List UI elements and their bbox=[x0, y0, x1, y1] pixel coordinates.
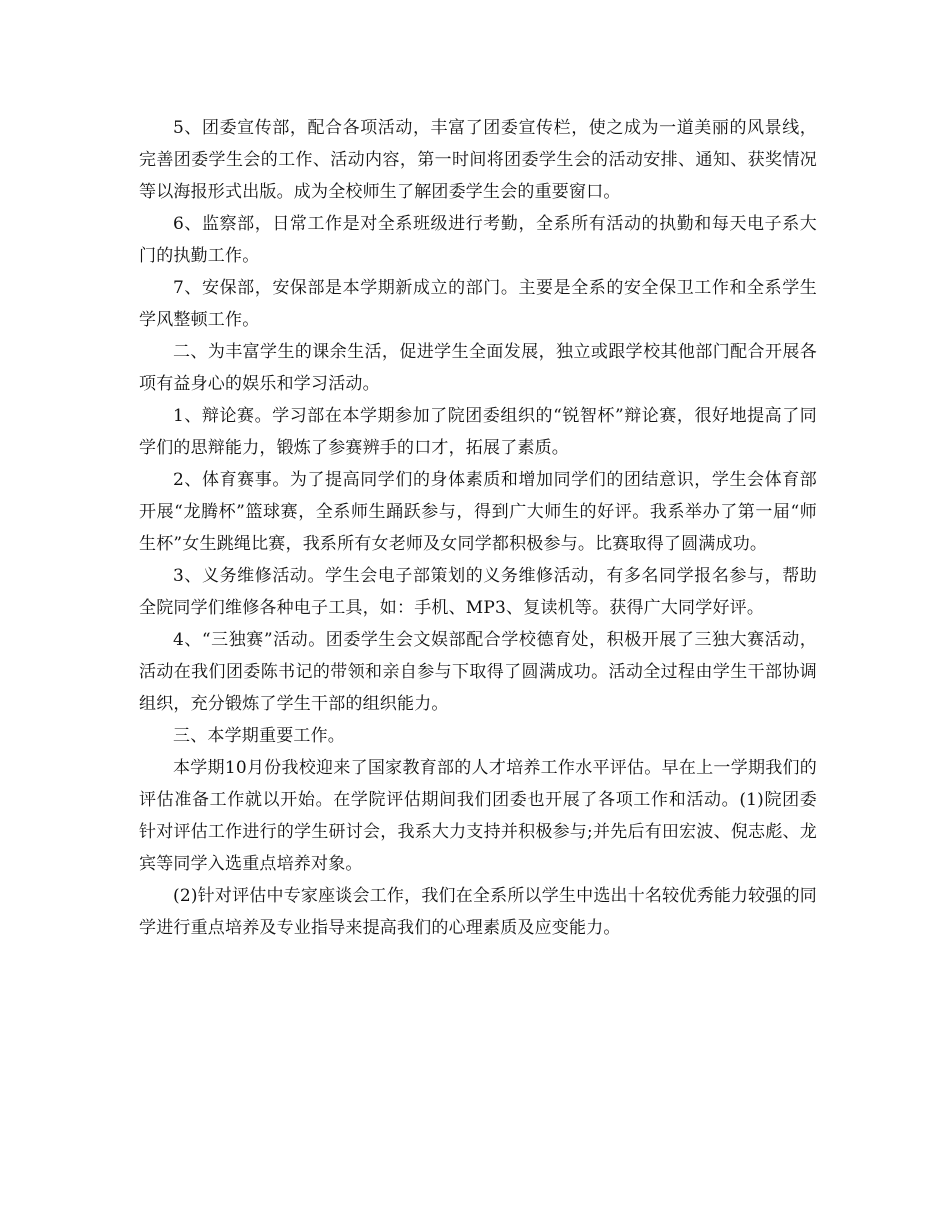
paragraph-three-solo: 4、“三独赛”活动。团委学生会文娱部配合学校德育处，积极开展了三独大赛活动，活动在我们团委陈书记的带领和亲自参与下取得了圆满成功。活动全过程由学生干部协调组织，充分锻炼了学生干部的组织能力。 bbox=[139, 630, 817, 714]
section-heading-activities: 二、为丰富学生的课余生活，促进学生全面发展，独立或跟学校其他部门配合开展各项有益身心的娱乐和学习活动。 bbox=[139, 342, 817, 394]
paragraph-expert-forum: (2)针对评估中专家座谈会工作，我们在全系所以学生中选出十名较优秀能力较强的同学进行重点培养及专业指导来提高我们的心理素质及应变能力。 bbox=[139, 886, 817, 938]
document-body bbox=[139, 112, 817, 944]
paragraph-propaganda-dept: 5、团委宣传部，配合各项活动，丰富了团委宣传栏，使之成为一道美丽的风景线，完善团委学生会的工作、活动内容，第一时间将团委学生会的活动安排、通知、获奖情况等以海报形式出版。成为全校师生了解团委学生会的重要窗口。 bbox=[139, 118, 817, 202]
paragraph-sports: 2、体育赛事。为了提高同学们的身体素质和增加同学们的团结意识，学生会体育部开展“龙腾杯”篮球赛，全系师生踊跃参与，得到广大师生的好评。我系举办了第一届“师生杯”女生跳绳比赛，我系所有女老师及女同学都积极参与。比赛取得了圆满成功。 bbox=[139, 470, 817, 554]
paragraph-repair: 3、义务维修活动。学生会电子部策划的义务维修活动，有多名同学报名参与，帮助全院同学们维修各种电子工具，如：手机、MP3、复读机等。获得广大同学好评。 bbox=[139, 566, 817, 618]
paragraph-security-dept: 7、安保部，安保部是本学期新成立的部门。主要是全系的安全保卫工作和全系学生学风整顿工作。 bbox=[139, 278, 817, 330]
paragraph-evaluation: 本学期10月份我校迎来了国家教育部的人才培养工作水平评估。早在上一学期我们的评估准备工作就以开始。在学院评估期间我们团委也开展了各项工作和活动。(1)院团委针对评估工作进行的学生研讨会，我系大力支持并积极参与;并先后有田宏波、倪志彪、龙宾等同学入选重点培养对象。 bbox=[139, 758, 817, 874]
paragraph-supervision-dept: 6、监察部，日常工作是对全系班级进行考勤，全系所有活动的执勤和每天电子系大门的执勤工作。 bbox=[139, 214, 817, 266]
paragraph-debate: 1、辩论赛。学习部在本学期参加了院团委组织的“锐智杯”辩论赛，很好地提高了同学们的思辩能力，锻炼了参赛辨手的口才，拓展了素质。 bbox=[139, 406, 817, 458]
section-heading-important-work: 三、本学期重要工作。 bbox=[173, 726, 345, 746]
